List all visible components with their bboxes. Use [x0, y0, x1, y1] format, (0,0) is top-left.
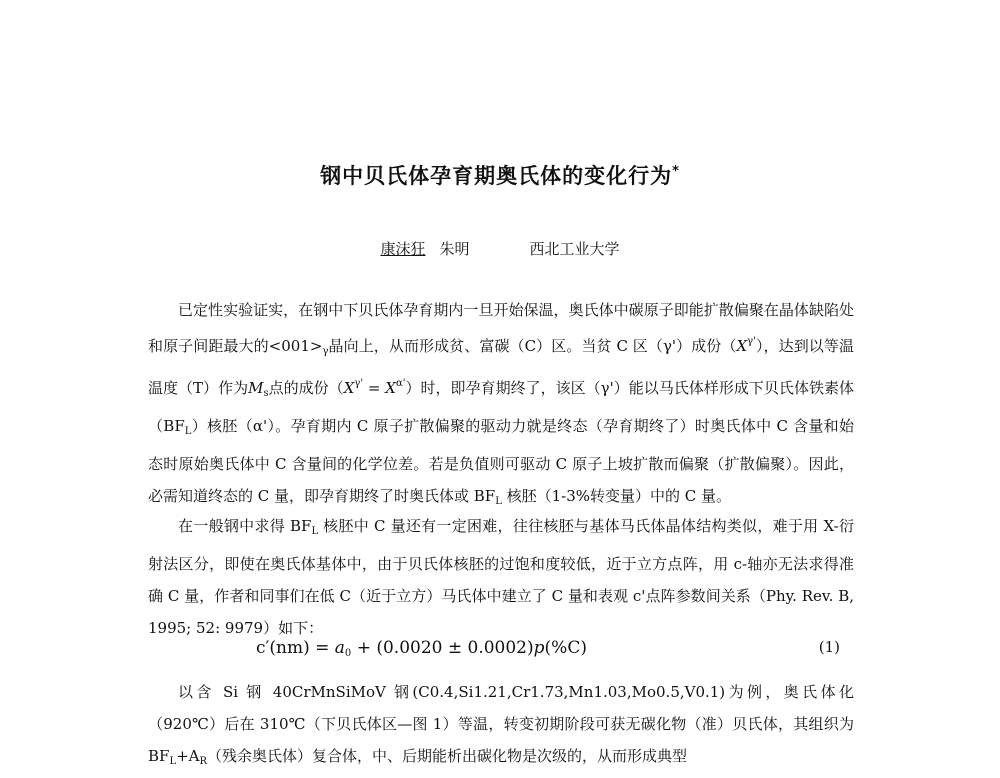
subscript: L [184, 426, 192, 437]
paragraph-1 [148, 294, 854, 518]
subscript: L [495, 496, 502, 507]
math-var: X [343, 379, 355, 397]
equation-formula: $c'(nm) = a_0 + (0.0020 \pm 0.0002)p(\%C)$ [256, 638, 587, 659]
equation-number: (1) [818, 638, 840, 656]
paragraph-2 [148, 510, 854, 644]
subscript: s [263, 388, 269, 399]
text-run: 点的成份（ [268, 379, 344, 397]
author-2: 朱明 [439, 240, 470, 258]
byline [0, 238, 1000, 259]
text-run: ）核胚（α'）。孕育期内 C 原子扩散偏聚的驱动力就是终态（孕育期终了）时奥氏体中 C 含量和始态时原始奥氏体中 C 含量间的化学位差。若是负值则可驱动 C 原子上坡扩散而偏聚（扩散偏聚）。因此，必需知道终态的 C 量，即孕育期终了时奥氏体或 BF [148, 417, 854, 505]
paragraph-3 [148, 676, 854, 778]
math-var: X [736, 337, 748, 355]
title-footnote-mark: * [672, 164, 680, 179]
affiliation: 西北工业大学 [529, 240, 620, 258]
text-run: 核胚（1-3%转变量）中的 C 量。 [501, 487, 732, 505]
text-run: +A [176, 747, 200, 765]
subscript: L [311, 526, 319, 537]
subscript: L [169, 756, 177, 767]
superscript: γ' [747, 336, 756, 347]
text-run: 在一般钢中求得 BF [178, 517, 312, 535]
subscript: γ [322, 346, 329, 357]
text-run: ），达到以等温温度（T）作为 [148, 337, 854, 397]
text-run: （残余奥氏体）复合体，中、后期能析出碳化物是次级的，从而形成典型 [207, 747, 688, 765]
superscript: α' [395, 378, 406, 389]
text-run: = [363, 379, 386, 397]
title-text: 钢中贝氏体孕育期奥氏体的变化行为 [320, 164, 673, 188]
text-run: ）时，即孕育期终了，该区（γ'）能以马氏体样形成下贝氏体铁素体（BF [148, 379, 854, 435]
paper-title [0, 160, 1000, 190]
text-run: 晶向上，从而形成贫、富碳（C）区。当贫 C 区（γ'）成份（ [328, 337, 737, 355]
equation-1 [148, 638, 854, 668]
math-var: X [385, 379, 396, 397]
text-run: 以含 Si 钢 40CrMnSiMoV 钢(C0.4,Si1.21,Cr1.73,Mn1.03,Mo0.5,V0.1)为例，奥氏体化（920℃）后在 310℃（下贝氏体区—图 1）等温，转变初期阶段可获无碳化物（准）贝氏体，其组织为 BF [148, 683, 854, 765]
subscript: R [199, 756, 208, 767]
superscript: γ' [354, 378, 364, 389]
author-1: 康沫狂 [380, 240, 426, 258]
text-run: 核胚中 C 量还有一定困难，往往核胚与基体马氏体晶体结构类似，难于用 X-衍射法区分，即使在奥氏体基体中，由于贝氏体核胚的过饱和度较低，近于立方点阵，用 c-轴亦无法求得准确 C 量，作者和同事们在低 C（近于立方）马氏体中建立了 C 量和表观 c'点阵参数间关系（Phy. Rev. B, 1995; 52: 9979）如下： [148, 517, 854, 637]
math-var: M [248, 379, 264, 397]
text-run: 已定性实验证实，在钢中下贝氏体孕育期内一旦开始保温，奥氏体中碳原子即能扩散偏聚在晶体缺陷处和原子间距最大的<001> [148, 301, 854, 355]
